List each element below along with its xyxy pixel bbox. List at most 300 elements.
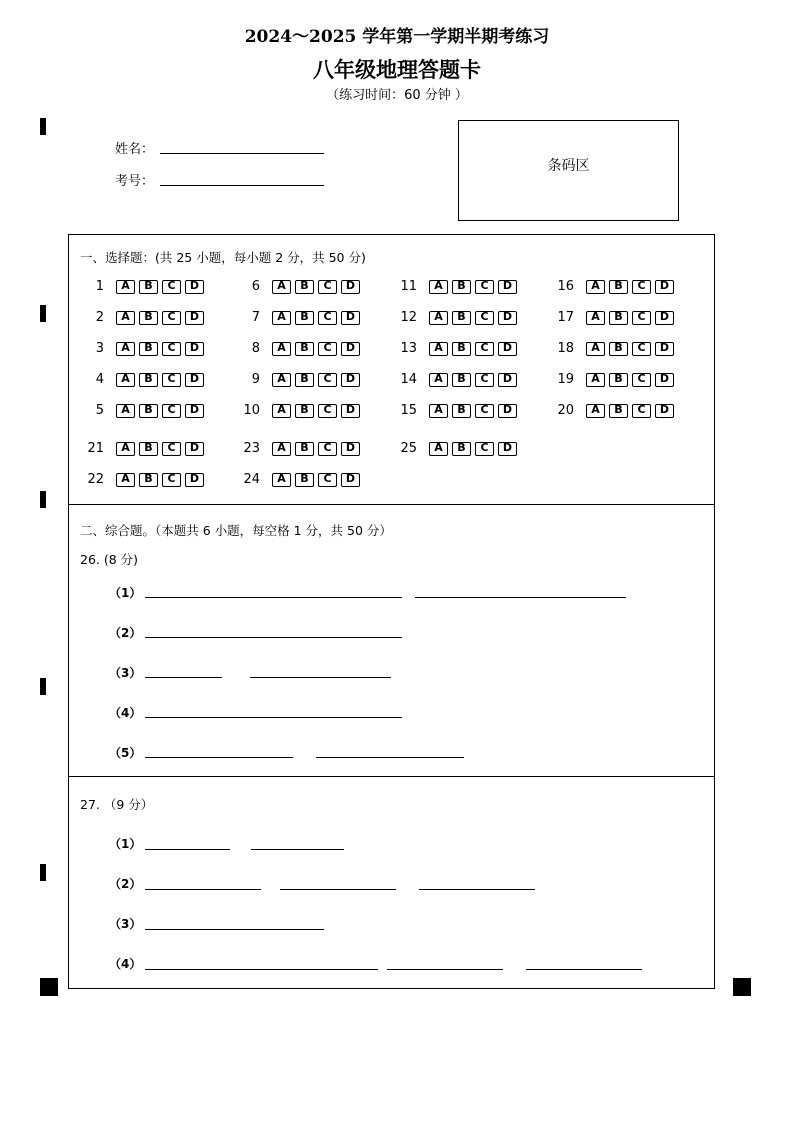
q26-2-blank[interactable] (145, 637, 402, 638)
option-letter: D (189, 278, 200, 292)
answer-bubble-d[interactable] (185, 442, 204, 456)
q26-1-blank[interactable] (415, 597, 626, 598)
answer-bubble-b[interactable] (295, 373, 314, 387)
q26-5-blank[interactable] (316, 757, 464, 758)
choice-question (548, 310, 674, 325)
answer-bubble-d[interactable] (498, 342, 517, 356)
option-letter: B (614, 402, 623, 416)
option-letter: C (480, 340, 489, 354)
answer-bubble-d[interactable] (655, 342, 674, 356)
option-letter: B (457, 440, 466, 454)
option-group (272, 280, 360, 294)
option-letter: B (144, 371, 153, 385)
option-letter: D (345, 440, 356, 454)
answer-bubble-d[interactable] (185, 404, 204, 418)
answer-bubble-b[interactable] (139, 342, 158, 356)
q27-item-label: （3） (109, 917, 142, 931)
answer-bubble-c[interactable] (318, 342, 337, 356)
choice-question (391, 310, 517, 325)
option-letter: A (434, 402, 443, 416)
answer-bubble-d[interactable] (185, 311, 204, 325)
answer-bubble-d[interactable] (498, 311, 517, 325)
option-letter: C (167, 371, 176, 385)
option-letter: D (659, 278, 670, 292)
question-number: 9 (251, 372, 260, 387)
choice-question (548, 341, 674, 356)
section1-title: 一、选择题：(共 25 小题，每小题 2 分，共 50 分) (80, 250, 366, 265)
answer-bubble-a[interactable] (586, 373, 605, 387)
option-letter: C (323, 309, 332, 323)
question-number: 20 (557, 403, 574, 418)
choice-question (234, 279, 360, 294)
choice-question (391, 279, 517, 294)
answer-bubble-a[interactable] (116, 373, 135, 387)
option-letter: B (300, 440, 309, 454)
answer-bubble-b[interactable] (295, 442, 314, 456)
answer-bubble-c[interactable] (318, 311, 337, 325)
option-letter: D (502, 371, 513, 385)
answer-bubble-c[interactable] (162, 373, 181, 387)
option-letter: A (277, 471, 286, 485)
choice-question (391, 341, 517, 356)
q27-item-label: （2） (109, 877, 142, 891)
answer-bubble-a[interactable] (429, 404, 448, 418)
option-group (586, 404, 674, 418)
option-letter: A (277, 309, 286, 323)
option-letter: A (434, 309, 443, 323)
choice-question (234, 310, 360, 325)
q27-heading: 27. （9 分） (80, 797, 154, 812)
choice-question (78, 310, 204, 325)
answer-bubble-c[interactable] (162, 342, 181, 356)
option-letter: B (144, 440, 153, 454)
question-number: 21 (87, 441, 104, 456)
q26-section (68, 504, 715, 777)
option-letter: C (637, 309, 646, 323)
answer-bubble-c[interactable] (475, 404, 494, 418)
q26-3-blank[interactable] (145, 677, 222, 678)
answer-bubble-b[interactable] (139, 404, 158, 418)
option-group (429, 404, 517, 418)
option-group (116, 342, 204, 356)
option-letter: A (277, 278, 286, 292)
option-letter: B (457, 278, 466, 292)
answer-bubble-b[interactable] (295, 311, 314, 325)
option-letter: A (121, 371, 130, 385)
answer-bubble-a[interactable] (272, 311, 291, 325)
option-letter: B (300, 471, 309, 485)
answer-bubble-c[interactable] (475, 373, 494, 387)
answer-bubble-b[interactable] (139, 280, 158, 294)
choice-question (78, 441, 204, 456)
question-number: 16 (557, 279, 574, 294)
answer-bubble-b[interactable] (609, 342, 628, 356)
option-letter: A (121, 278, 130, 292)
option-letter: C (323, 340, 332, 354)
option-letter: B (457, 309, 466, 323)
answer-bubble-c[interactable] (318, 404, 337, 418)
option-letter: D (189, 309, 200, 323)
option-group (429, 311, 517, 325)
choice-question (391, 372, 517, 387)
answer-bubble-a[interactable] (116, 342, 135, 356)
answer-bubble-d[interactable] (498, 404, 517, 418)
timing-mark (40, 864, 46, 881)
q27-1-blank[interactable] (251, 849, 344, 850)
choice-question (548, 403, 674, 418)
answer-bubble-a[interactable] (586, 342, 605, 356)
option-letter: B (144, 309, 153, 323)
option-letter: B (614, 278, 623, 292)
option-group (429, 280, 517, 294)
choice-question (78, 372, 204, 387)
option-group (429, 342, 517, 356)
option-letter: C (637, 340, 646, 354)
q26-item-label: （1） (109, 586, 142, 600)
option-letter: A (277, 440, 286, 454)
timing-mark (40, 678, 46, 695)
answer-bubble-a[interactable] (272, 404, 291, 418)
option-letter: B (144, 402, 153, 416)
answer-bubble-b[interactable] (452, 311, 471, 325)
option-letter: B (457, 371, 466, 385)
option-letter: B (300, 340, 309, 354)
answer-bubble-b[interactable] (609, 311, 628, 325)
answer-bubble-a[interactable] (586, 311, 605, 325)
question-number: 22 (87, 472, 104, 487)
answer-bubble-d[interactable] (498, 280, 517, 294)
option-group (116, 311, 204, 325)
option-letter: D (659, 402, 670, 416)
answer-bubble-c[interactable] (632, 311, 651, 325)
question-number: 7 (251, 310, 260, 325)
answer-bubble-c[interactable] (318, 442, 337, 456)
question-number: 19 (557, 372, 574, 387)
q27-3-blank[interactable] (145, 929, 324, 930)
answer-bubble-b[interactable] (295, 404, 314, 418)
option-letter: A (591, 371, 600, 385)
answer-bubble-d[interactable] (341, 342, 360, 356)
option-letter: C (480, 402, 489, 416)
question-number: 17 (557, 310, 574, 325)
option-letter: C (637, 371, 646, 385)
q27-4-blank[interactable] (145, 969, 378, 970)
option-letter: C (480, 278, 489, 292)
answer-bubble-b[interactable] (609, 404, 628, 418)
answer-bubble-a[interactable] (429, 442, 448, 456)
q27-4-blank[interactable] (387, 969, 503, 970)
option-letter: C (480, 309, 489, 323)
option-letter: D (502, 278, 513, 292)
question-number: 4 (95, 372, 104, 387)
answer-bubble-b[interactable] (452, 442, 471, 456)
answer-bubble-a[interactable] (272, 473, 291, 487)
name-label: 姓名： (115, 142, 155, 157)
q26-item-label: （2） (109, 626, 142, 640)
option-letter: A (121, 471, 130, 485)
multiple-choice-section (68, 234, 715, 505)
answer-bubble-c[interactable] (632, 404, 651, 418)
answer-bubble-a[interactable] (586, 280, 605, 294)
option-letter: C (167, 309, 176, 323)
option-group (272, 311, 360, 325)
option-letter: B (300, 309, 309, 323)
choice-question (78, 403, 204, 418)
answer-bubble-a[interactable] (116, 442, 135, 456)
exam-duration: （练习时间：60 分钟 ） (326, 88, 468, 103)
option-letter: D (502, 440, 513, 454)
answer-bubble-b[interactable] (295, 280, 314, 294)
option-group (272, 342, 360, 356)
q27-2-blank[interactable] (419, 889, 535, 890)
timing-mark (40, 491, 46, 508)
answer-bubble-d[interactable] (341, 373, 360, 387)
answer-bubble-a[interactable] (116, 404, 135, 418)
option-letter: D (189, 440, 200, 454)
question-number: 11 (400, 279, 417, 294)
option-letter: C (637, 278, 646, 292)
choice-question (234, 341, 360, 356)
choice-question (234, 403, 360, 418)
option-group (272, 473, 360, 487)
answer-bubble-c[interactable] (162, 311, 181, 325)
name-field[interactable] (160, 152, 324, 154)
answer-bubble-d[interactable] (185, 342, 204, 356)
option-letter: D (502, 309, 513, 323)
question-number: 18 (557, 341, 574, 356)
question-number: 10 (243, 403, 260, 418)
option-letter: B (144, 471, 153, 485)
answer-bubble-c[interactable] (162, 442, 181, 456)
question-number: 2 (95, 310, 104, 325)
option-letter: C (167, 471, 176, 485)
option-letter: D (659, 309, 670, 323)
option-group (586, 373, 674, 387)
q27-section (68, 776, 715, 989)
answer-bubble-c[interactable] (475, 280, 494, 294)
answer-bubble-c[interactable] (475, 311, 494, 325)
q26-4-blank[interactable] (145, 717, 402, 718)
q26-heading: 26. (8 分) (80, 552, 139, 567)
answer-bubble-c[interactable] (318, 373, 337, 387)
option-group (429, 442, 517, 456)
option-letter: A (434, 340, 443, 354)
section2-title: 二、综合题。（本题共 6 小题，每空格 1 分，共 50 分） (80, 523, 392, 538)
q27-2-blank[interactable] (145, 889, 261, 890)
option-letter: A (277, 371, 286, 385)
option-letter: D (345, 371, 356, 385)
option-letter: B (300, 402, 309, 416)
option-letter: C (323, 440, 332, 454)
answer-bubble-d[interactable] (655, 404, 674, 418)
answer-bubble-c[interactable] (632, 280, 651, 294)
option-letter: B (457, 340, 466, 354)
answer-bubble-a[interactable] (429, 280, 448, 294)
answer-bubble-c[interactable] (318, 473, 337, 487)
q27-1-blank[interactable] (145, 849, 230, 850)
answer-bubble-c[interactable] (475, 342, 494, 356)
option-letter: D (189, 340, 200, 354)
answer-bubble-c[interactable] (162, 280, 181, 294)
answer-bubble-c[interactable] (162, 404, 181, 418)
option-letter: C (323, 471, 332, 485)
answer-bubble-d[interactable] (341, 311, 360, 325)
option-group (116, 473, 204, 487)
barcode-area (458, 120, 679, 221)
choice-question (234, 441, 360, 456)
option-group (586, 311, 674, 325)
exam-number-label: 考号： (115, 174, 155, 189)
question-number: 3 (95, 341, 104, 356)
option-letter: C (167, 340, 176, 354)
choice-question (234, 472, 360, 487)
option-letter: C (167, 440, 176, 454)
question-number: 24 (243, 472, 260, 487)
answer-bubble-d[interactable] (655, 311, 674, 325)
answer-bubble-c[interactable] (632, 373, 651, 387)
answer-bubble-a[interactable] (272, 373, 291, 387)
q26-item-label: （5） (109, 746, 142, 760)
choice-question (78, 279, 204, 294)
answer-bubble-a[interactable] (272, 280, 291, 294)
option-letter: B (614, 371, 623, 385)
exam-title: 2024～2025 学年第一学期半期考练习 (244, 27, 550, 47)
option-letter: A (434, 440, 443, 454)
q26-1-blank[interactable] (145, 597, 402, 598)
q27-4-blank[interactable] (526, 969, 642, 970)
answer-bubble-b[interactable] (452, 280, 471, 294)
answer-bubble-b[interactable] (609, 373, 628, 387)
option-letter: B (614, 340, 623, 354)
choice-question (234, 372, 360, 387)
answer-bubble-a[interactable] (116, 280, 135, 294)
option-letter: D (345, 471, 356, 485)
option-letter: A (277, 340, 286, 354)
answer-bubble-a[interactable] (429, 373, 448, 387)
answer-bubble-a[interactable] (116, 311, 135, 325)
exam-number-field[interactable] (160, 184, 324, 186)
option-letter: C (480, 371, 489, 385)
answer-bubble-d[interactable] (341, 404, 360, 418)
answer-bubble-d[interactable] (655, 373, 674, 387)
option-letter: C (323, 371, 332, 385)
option-letter: B (300, 371, 309, 385)
answer-bubble-d[interactable] (498, 442, 517, 456)
answer-bubble-b[interactable] (295, 473, 314, 487)
question-number: 14 (400, 372, 417, 387)
question-number: 12 (400, 310, 417, 325)
answer-bubble-b[interactable] (295, 342, 314, 356)
answer-bubble-c[interactable] (162, 473, 181, 487)
question-number: 25 (400, 441, 417, 456)
q27-item-label: （1） (109, 837, 142, 851)
answer-bubble-b[interactable] (139, 473, 158, 487)
question-number: 6 (251, 279, 260, 294)
choice-question (548, 372, 674, 387)
option-letter: D (345, 340, 356, 354)
answer-bubble-b[interactable] (139, 442, 158, 456)
barcode-label: 条码区 (547, 158, 590, 174)
option-letter: A (591, 278, 600, 292)
corner-mark (40, 978, 58, 996)
option-letter: B (300, 278, 309, 292)
question-number: 23 (243, 441, 260, 456)
q26-3-blank[interactable] (250, 677, 391, 678)
option-letter: B (614, 309, 623, 323)
option-letter: B (144, 340, 153, 354)
timing-mark (40, 305, 46, 322)
option-letter: C (167, 402, 176, 416)
answer-bubble-d[interactable] (341, 473, 360, 487)
option-group (272, 404, 360, 418)
answer-bubble-a[interactable] (429, 342, 448, 356)
choice-question (391, 441, 517, 456)
answer-bubble-a[interactable] (272, 442, 291, 456)
answer-bubble-c[interactable] (475, 442, 494, 456)
answer-bubble-a[interactable] (272, 342, 291, 356)
option-letter: A (591, 340, 600, 354)
option-letter: D (345, 278, 356, 292)
option-letter: D (189, 471, 200, 485)
answer-bubble-a[interactable] (116, 473, 135, 487)
option-letter: C (323, 402, 332, 416)
option-letter: A (591, 402, 600, 416)
answer-bubble-b[interactable] (609, 280, 628, 294)
answer-bubble-b[interactable] (139, 373, 158, 387)
option-letter: A (121, 309, 130, 323)
answer-bubble-b[interactable] (452, 342, 471, 356)
answer-bubble-a[interactable] (586, 404, 605, 418)
option-letter: D (659, 371, 670, 385)
choice-question (78, 472, 204, 487)
answer-bubble-d[interactable] (341, 442, 360, 456)
answer-bubble-d[interactable] (185, 280, 204, 294)
answer-bubble-a[interactable] (429, 311, 448, 325)
option-letter: D (502, 402, 513, 416)
answer-bubble-b[interactable] (139, 311, 158, 325)
q26-item-label: （4） (109, 706, 142, 720)
q27-2-blank[interactable] (280, 889, 396, 890)
option-group (116, 442, 204, 456)
corner-mark (733, 978, 751, 996)
question-number: 5 (95, 403, 104, 418)
choice-question (548, 279, 674, 294)
answer-bubble-d[interactable] (185, 473, 204, 487)
answer-bubble-c[interactable] (632, 342, 651, 356)
q26-5-blank[interactable] (145, 757, 293, 758)
answer-bubble-d[interactable] (498, 373, 517, 387)
option-letter: D (345, 309, 356, 323)
answer-bubble-d[interactable] (341, 280, 360, 294)
answer-bubble-b[interactable] (452, 373, 471, 387)
option-letter: A (121, 440, 130, 454)
question-number: 13 (400, 341, 417, 356)
answer-bubble-d[interactable] (655, 280, 674, 294)
answer-bubble-b[interactable] (452, 404, 471, 418)
q26-item-label: （3） (109, 666, 142, 680)
answer-bubble-d[interactable] (185, 373, 204, 387)
option-letter: C (637, 402, 646, 416)
option-group (116, 280, 204, 294)
option-letter: B (457, 402, 466, 416)
option-group (586, 342, 674, 356)
option-letter: D (189, 402, 200, 416)
timing-mark (40, 118, 46, 135)
answer-card-title: 八年级地理答题卡 (313, 57, 481, 82)
option-letter: C (167, 278, 176, 292)
option-letter: A (121, 340, 130, 354)
answer-bubble-c[interactable] (318, 280, 337, 294)
